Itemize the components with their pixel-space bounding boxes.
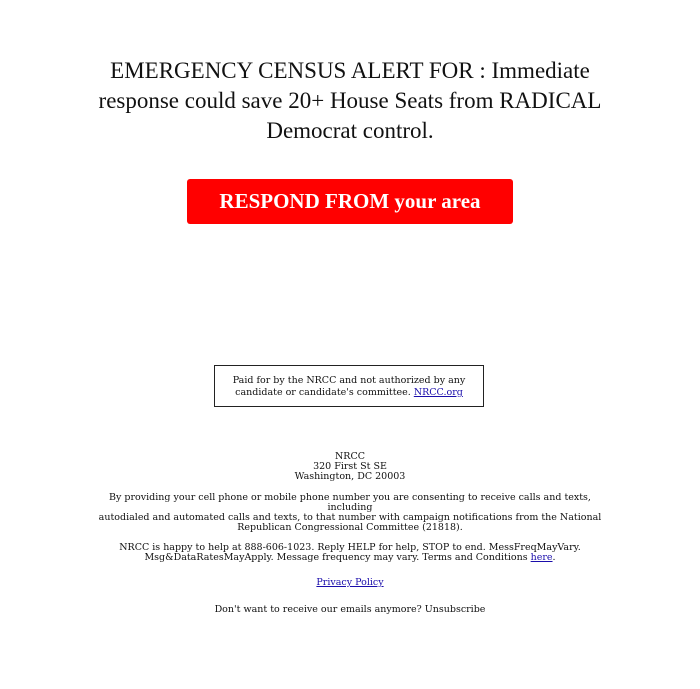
privacy-block (95, 578, 605, 588)
respond-button[interactable]: RESPOND FROM your area (187, 179, 513, 224)
paid-for-line-2 (215, 387, 483, 399)
headline-line-3: Democrat control. (266, 118, 434, 143)
consent-line-1: By providing your cell phone or mobile phone number you are consenting to receive calls and texts, including (109, 492, 591, 513)
headline (70, 56, 630, 146)
terms-link[interactable]: here (530, 552, 553, 563)
consent-line-3: Republican Congressional Committee (21818). (237, 522, 463, 533)
help-text (95, 543, 605, 563)
address-street: 320 First St SE (313, 461, 387, 472)
consent-text (95, 493, 605, 533)
headline-line-2: response could save 20+ House Seats from RADICAL (98, 88, 602, 113)
help-line-2 (95, 553, 605, 563)
paid-for-line-1: Paid for by the NRCC and not authorized by any (232, 375, 466, 386)
privacy-policy-link[interactable]: Privacy Policy (316, 577, 384, 588)
unsubscribe-text[interactable]: Don't want to receive our emails anymore? Unsubscribe (214, 604, 486, 615)
footer (95, 452, 605, 615)
help-line-1: NRCC is happy to help at 888-606-1023. Reply HELP for help, STOP to end. MessFreqMayVary. (119, 542, 581, 553)
help-line-2-suffix: . (552, 552, 556, 563)
address-block (95, 452, 605, 482)
address-org: NRCC (334, 451, 365, 462)
paid-for-disclaimer (214, 365, 484, 407)
consent-line-2: autodialed and automated calls and texts, to that number with campaign notifications from the National (98, 512, 602, 523)
help-line-2-prefix: Msg&DataRatesMayApply. Message frequency may vary. Terms and Conditions (144, 552, 528, 563)
nrcc-org-link[interactable]: NRCC.org (413, 387, 463, 398)
paid-for-line-2-text: candidate or candidate's committee. (235, 387, 411, 398)
address-city: Washington, DC 20003 (294, 471, 406, 482)
headline-line-1: EMERGENCY CENSUS ALERT FOR : Immediate (110, 58, 590, 83)
